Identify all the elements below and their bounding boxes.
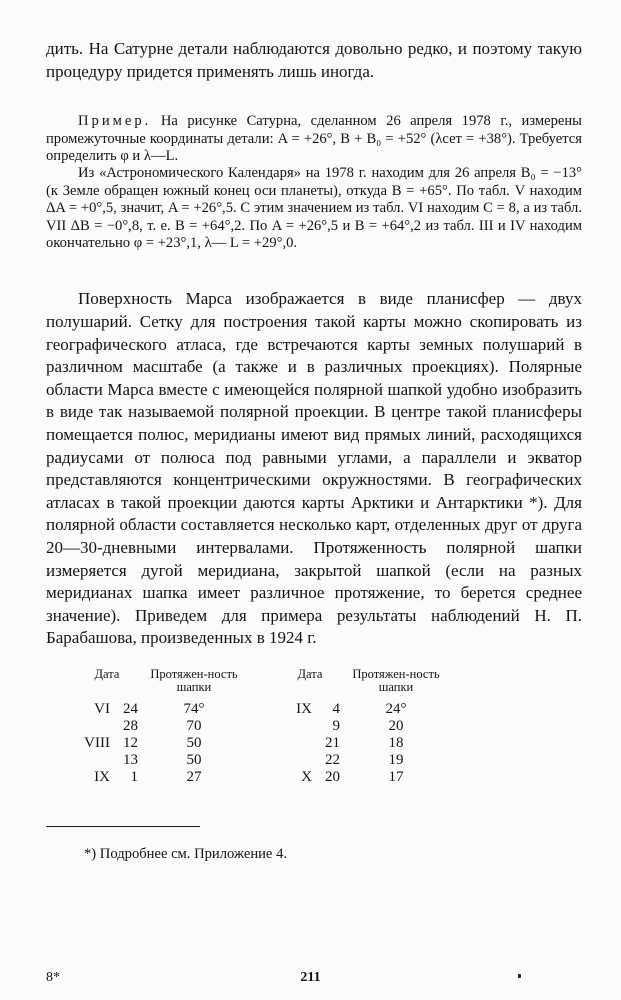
cell-day-2: 9: [332, 717, 340, 734]
cell-month-1: [76, 752, 114, 769]
cell-extent-1: 50: [186, 751, 202, 768]
cell-extent-1: 70: [186, 717, 202, 734]
table-row: [76, 752, 452, 769]
cell-extent-1: 50: [186, 734, 202, 751]
cell-extent-2: 18: [388, 734, 404, 751]
cell-month-1: VI: [94, 700, 110, 717]
cell-extent-2: 24°: [385, 700, 407, 717]
table-row: [76, 718, 452, 735]
cell-month-1: VIII: [84, 734, 110, 751]
cell-day-1: 24: [123, 700, 138, 717]
cell-month-1: IX: [94, 768, 110, 785]
cell-month-2: [250, 735, 316, 752]
cell-extent-1: 74°: [183, 700, 205, 717]
cell-month-2: X: [301, 768, 312, 785]
header-extent-2: Протяжен-ность шапки: [352, 666, 440, 695]
cell-day-1: 12: [123, 734, 138, 751]
cell-day-2: 20: [325, 768, 340, 785]
cell-extent-1: 27: [186, 768, 202, 785]
cell-extent-2: 17: [388, 768, 404, 785]
table-header-row: [76, 668, 452, 701]
header-date-2: Дата: [297, 666, 323, 681]
footnote-rule: [46, 826, 200, 827]
example-heading: Пример.: [78, 113, 152, 130]
cell-day-1: 1: [130, 768, 138, 785]
observation-table: [76, 668, 452, 786]
example-text-1: На рисунке Сатурна, сделанном 26 апреля 1978 г., измерены промежуточные координаты детали: A = +26°, B + B₀ = +52° (λсет = +38°). Требуется определить φ и λ—L.: [46, 113, 582, 164]
cell-day-1: 28: [123, 717, 138, 734]
paragraph-main: Поверхность Марса изображается в виде планисфер — двух полушарий. Сетку для построения такой карты можно скопировать из географического атласа, где встречаются карты земных полушарий в различном масштабе (а также и в различных проекциях). Полярные области Марса вместе с имеющейся полярной шапкой удобно изобразить в виде так называемой полярной проекции. В центре такой планисферы помещается полюс, меридианы имеют вид прямых линий, расходящихся радиусами от полюса под равными углами, а параллели и экватор представляются концентрическими окружностями. В географических атласах в такой проекции даются карты Арктики и Антарктики *). Для полярной области составляется несколько карт, отделенных друг от друга 20—30-дневными интервалами. Протяженность полярной шапки измеряется дугой меридиана, закрытой шапкой (если на разных меридианах шапка имеет различное протяжение, то берется среднее значение). Приведем для примера результаты наблюдений Н. П. Барабашова, произведенных в 1924 г.: [46, 289, 582, 648]
book-page: [46, 38, 582, 863]
table-row: [76, 701, 452, 718]
paragraph-top: дить. На Сатурне детали наблюдаются довольно редко, и поэтому такую процедуру придется применять лишь иногда.: [46, 39, 582, 81]
header-extent-1: Протяжен-ность шапки: [150, 666, 238, 695]
page-number: 211: [300, 970, 321, 985]
header-date-1: Дата: [94, 666, 120, 681]
cell-day-2: 4: [332, 700, 340, 717]
signature-mark: 8*: [46, 970, 60, 985]
cell-month-2: [250, 752, 316, 769]
cell-day-1: 13: [123, 751, 138, 768]
footnote: *) Подробнее см. Приложение 4.: [84, 845, 288, 862]
example-paragraph-2: Из «Астрономического Календаря» на 1978 г. находим для 26 апреля B₀ = −13° (к Земле обращен южный конец оси планеты), откуда B = +65°. По табл. V находим ΔA = +0°,5, значит, A = +26°,5. С этим значением из табл. VI находим C = 8, а из табл. VII ΔB = −0°,8, т. е. B = +64°,2. По A = +26°,5 и B = +64°,2 из табл. III и IV находим окончательно φ = +23°,1, λ— L = +29°,0.: [46, 165, 582, 252]
print-speck: [518, 974, 521, 978]
example-block: [46, 113, 582, 252]
cell-month-2: IX: [296, 700, 312, 717]
cell-month-1: [76, 718, 114, 735]
cell-extent-2: 19: [388, 751, 404, 768]
cell-day-2: 21: [325, 734, 340, 751]
cell-extent-2: 20: [388, 717, 404, 734]
table-row: [76, 735, 452, 752]
table-row: [76, 769, 452, 786]
cell-day-2: 22: [325, 751, 340, 768]
example-paragraph-1: [46, 113, 582, 165]
cell-month-2: [250, 718, 316, 735]
